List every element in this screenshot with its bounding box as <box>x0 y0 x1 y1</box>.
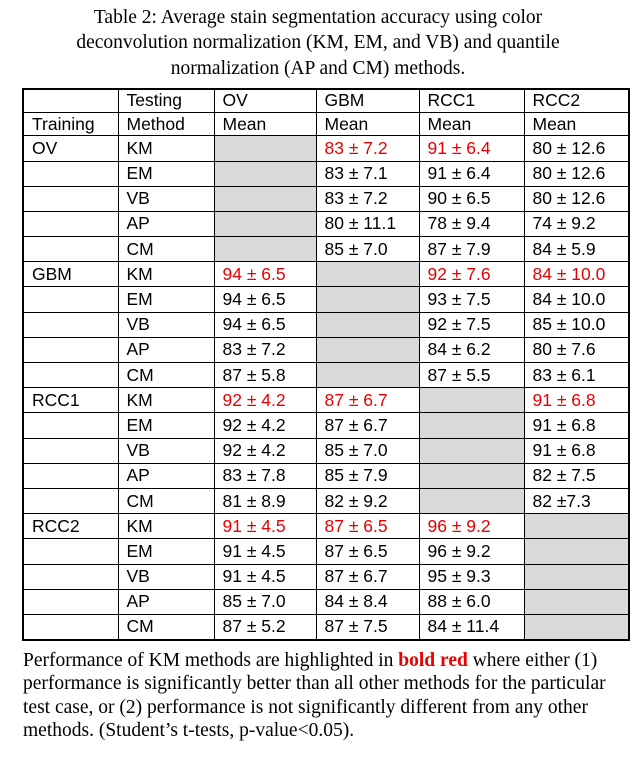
diagonal-gray-cell <box>524 589 629 614</box>
value-cell: 87 ± 7.9 <box>419 237 524 262</box>
training-cell <box>23 337 118 362</box>
value-cell: 92 ± 4.2 <box>214 388 316 413</box>
table-title-line: normalization (AP and CM) methods. <box>170 57 466 79</box>
training-cell <box>23 287 118 312</box>
value-cell: 85 ± 7.0 <box>214 589 316 614</box>
value-cell: 84 ± 5.9 <box>524 237 629 262</box>
training-cell <box>23 589 118 614</box>
diagonal-gray-cell <box>419 413 524 438</box>
value-cell: 84 ± 10.0 <box>524 287 629 312</box>
header-empty-cell <box>23 89 118 112</box>
method-cell: CM <box>118 614 214 639</box>
table-row <box>23 514 629 539</box>
results-table-body <box>23 136 629 640</box>
header-mean-gbm-cell: Mean <box>316 112 419 135</box>
table-title-line: Table 2: Average stain segmentation accuracy using color <box>93 7 543 28</box>
method-cell: AP <box>118 211 214 236</box>
value-cell: 91 ± 6.4 <box>419 136 524 161</box>
table-row <box>23 363 629 388</box>
method-cell: CM <box>118 488 214 513</box>
method-cell: KM <box>118 136 214 161</box>
value-cell: 96 ± 9.2 <box>419 514 524 539</box>
value-cell: 82 ± 7.5 <box>524 463 629 488</box>
value-cell: 93 ± 7.5 <box>419 287 524 312</box>
value-cell: 80 ± 12.6 <box>524 136 629 161</box>
table-row <box>23 211 629 236</box>
value-cell: 85 ± 7.0 <box>316 438 419 463</box>
method-cell: AP <box>118 463 214 488</box>
table-row <box>23 564 629 589</box>
value-cell: 87 ± 5.8 <box>214 363 316 388</box>
table-row <box>23 287 629 312</box>
footnote-text-post: where either (1) performance is significantly better than all other methods for the particular test case, or (2) performance is not significantly different from any other methods. (Student’s t-tests, p-value<0.05). <box>23 649 606 742</box>
diagonal-gray-cell <box>214 211 316 236</box>
value-cell: 80 ± 12.6 <box>524 186 629 211</box>
header-mean-rcc1-cell: Mean <box>419 112 524 135</box>
training-cell <box>23 211 118 236</box>
table-row <box>23 186 629 211</box>
diagonal-gray-cell <box>419 438 524 463</box>
diagonal-gray-cell <box>316 363 419 388</box>
diagonal-gray-cell <box>316 312 419 337</box>
value-cell: 94 ± 6.5 <box>214 287 316 312</box>
table-row <box>23 262 629 287</box>
value-cell: 83 ± 6.1 <box>524 363 629 388</box>
value-cell: 81 ± 8.9 <box>214 488 316 513</box>
value-cell: 91 ± 6.4 <box>419 161 524 186</box>
diagonal-gray-cell <box>316 337 419 362</box>
table-row <box>23 161 629 186</box>
method-cell: EM <box>118 161 214 186</box>
table-row <box>23 388 629 413</box>
header-mean-ov-cell: Mean <box>214 112 316 135</box>
value-cell: 82 ±7.3 <box>524 488 629 513</box>
training-cell <box>23 312 118 337</box>
table-row <box>23 539 629 564</box>
value-cell: 92 ± 7.5 <box>419 312 524 337</box>
training-cell <box>23 539 118 564</box>
value-cell: 83 ± 7.8 <box>214 463 316 488</box>
value-cell: 87 ± 6.7 <box>316 413 419 438</box>
value-cell: 87 ± 5.2 <box>214 614 316 639</box>
training-cell <box>23 237 118 262</box>
footnote-bold-red-highlight: bold red <box>398 649 468 671</box>
training-cell: RCC1 <box>23 388 118 413</box>
diagonal-gray-cell <box>214 136 316 161</box>
header-row-testing <box>23 89 629 112</box>
table-row <box>23 463 629 488</box>
diagonal-gray-cell <box>316 287 419 312</box>
training-cell <box>23 564 118 589</box>
value-cell: 78 ± 9.4 <box>419 211 524 236</box>
method-cell: KM <box>118 262 214 287</box>
value-cell: 94 ± 6.5 <box>214 312 316 337</box>
method-cell: VB <box>118 186 214 211</box>
diagonal-gray-cell <box>524 614 629 639</box>
training-cell <box>23 186 118 211</box>
header-training-cell: Training <box>23 112 118 135</box>
value-cell: 87 ± 5.5 <box>419 363 524 388</box>
value-cell: 87 ± 6.5 <box>316 514 419 539</box>
value-cell: 80 ± 11.1 <box>316 211 419 236</box>
value-cell: 92 ± 4.2 <box>214 413 316 438</box>
header-testing-cell: Testing <box>118 89 214 112</box>
value-cell: 90 ± 6.5 <box>419 186 524 211</box>
table-row <box>23 438 629 463</box>
value-cell: 84 ± 6.2 <box>419 337 524 362</box>
training-cell <box>23 438 118 463</box>
table-footnote <box>23 649 618 743</box>
value-cell: 94 ± 6.5 <box>214 262 316 287</box>
value-cell: 92 ± 4.2 <box>214 438 316 463</box>
value-cell: 91 ± 4.5 <box>214 539 316 564</box>
training-cell: RCC2 <box>23 514 118 539</box>
value-cell: 83 ± 7.2 <box>316 186 419 211</box>
diagonal-gray-cell <box>419 388 524 413</box>
header-method-cell: Method <box>118 112 214 135</box>
training-cell <box>23 161 118 186</box>
header-rcc1-cell: RCC1 <box>419 89 524 112</box>
table-row <box>23 488 629 513</box>
table-row <box>23 312 629 337</box>
training-cell <box>23 413 118 438</box>
footnote-text-pre: Performance of KM methods are highlighted in <box>23 649 399 671</box>
diagonal-gray-cell <box>419 488 524 513</box>
method-cell: CM <box>118 363 214 388</box>
value-cell: 91 ± 4.5 <box>214 514 316 539</box>
value-cell: 84 ± 10.0 <box>524 262 629 287</box>
header-rcc2-cell: RCC2 <box>524 89 629 112</box>
table-title-line: deconvolution normalization (KM, EM, and VB) and quantile <box>76 32 560 54</box>
value-cell: 85 ± 7.9 <box>316 463 419 488</box>
table-row <box>23 237 629 262</box>
value-cell: 95 ± 9.3 <box>419 564 524 589</box>
diagonal-gray-cell <box>316 262 419 287</box>
diagonal-gray-cell <box>524 564 629 589</box>
training-cell <box>23 614 118 639</box>
value-cell: 91 ± 6.8 <box>524 388 629 413</box>
diagonal-gray-cell <box>419 463 524 488</box>
value-cell: 85 ± 7.0 <box>316 237 419 262</box>
value-cell: 87 ± 6.7 <box>316 564 419 589</box>
training-cell: GBM <box>23 262 118 287</box>
header-mean-rcc2-cell: Mean <box>524 112 629 135</box>
method-cell: EM <box>118 287 214 312</box>
value-cell: 84 ± 8.4 <box>316 589 419 614</box>
method-cell: VB <box>118 438 214 463</box>
value-cell: 96 ± 9.2 <box>419 539 524 564</box>
results-table <box>22 88 630 641</box>
value-cell: 88 ± 6.0 <box>419 589 524 614</box>
value-cell: 87 ± 6.7 <box>316 388 419 413</box>
header-ov-cell: OV <box>214 89 316 112</box>
diagonal-gray-cell <box>214 237 316 262</box>
header-gbm-cell: GBM <box>316 89 419 112</box>
value-cell: 87 ± 7.5 <box>316 614 419 639</box>
value-cell: 85 ± 10.0 <box>524 312 629 337</box>
diagonal-gray-cell <box>214 186 316 211</box>
diagonal-gray-cell <box>524 514 629 539</box>
diagonal-gray-cell <box>214 161 316 186</box>
method-cell: KM <box>118 388 214 413</box>
method-cell: CM <box>118 237 214 262</box>
value-cell: 80 ± 7.6 <box>524 337 629 362</box>
table-row <box>23 614 629 639</box>
value-cell: 83 ± 7.1 <box>316 161 419 186</box>
training-cell <box>23 363 118 388</box>
value-cell: 92 ± 7.6 <box>419 262 524 287</box>
method-cell: AP <box>118 589 214 614</box>
method-cell: VB <box>118 564 214 589</box>
table-row <box>23 589 629 614</box>
header-row-mean <box>23 112 629 135</box>
table-row <box>23 136 629 161</box>
value-cell: 80 ± 12.6 <box>524 161 629 186</box>
value-cell: 91 ± 4.5 <box>214 564 316 589</box>
training-cell <box>23 488 118 513</box>
value-cell: 83 ± 7.2 <box>316 136 419 161</box>
value-cell: 91 ± 6.8 <box>524 438 629 463</box>
method-cell: AP <box>118 337 214 362</box>
training-cell <box>23 463 118 488</box>
method-cell: VB <box>118 312 214 337</box>
table-row <box>23 337 629 362</box>
value-cell: 74 ± 9.2 <box>524 211 629 236</box>
training-cell: OV <box>23 136 118 161</box>
value-cell: 87 ± 6.5 <box>316 539 419 564</box>
diagonal-gray-cell <box>524 539 629 564</box>
method-cell: EM <box>118 413 214 438</box>
value-cell: 91 ± 6.8 <box>524 413 629 438</box>
value-cell: 84 ± 11.4 <box>419 614 524 639</box>
method-cell: KM <box>118 514 214 539</box>
method-cell: EM <box>118 539 214 564</box>
table-row <box>23 413 629 438</box>
value-cell: 82 ± 9.2 <box>316 488 419 513</box>
value-cell: 83 ± 7.2 <box>214 337 316 362</box>
table-title <box>0 0 636 81</box>
